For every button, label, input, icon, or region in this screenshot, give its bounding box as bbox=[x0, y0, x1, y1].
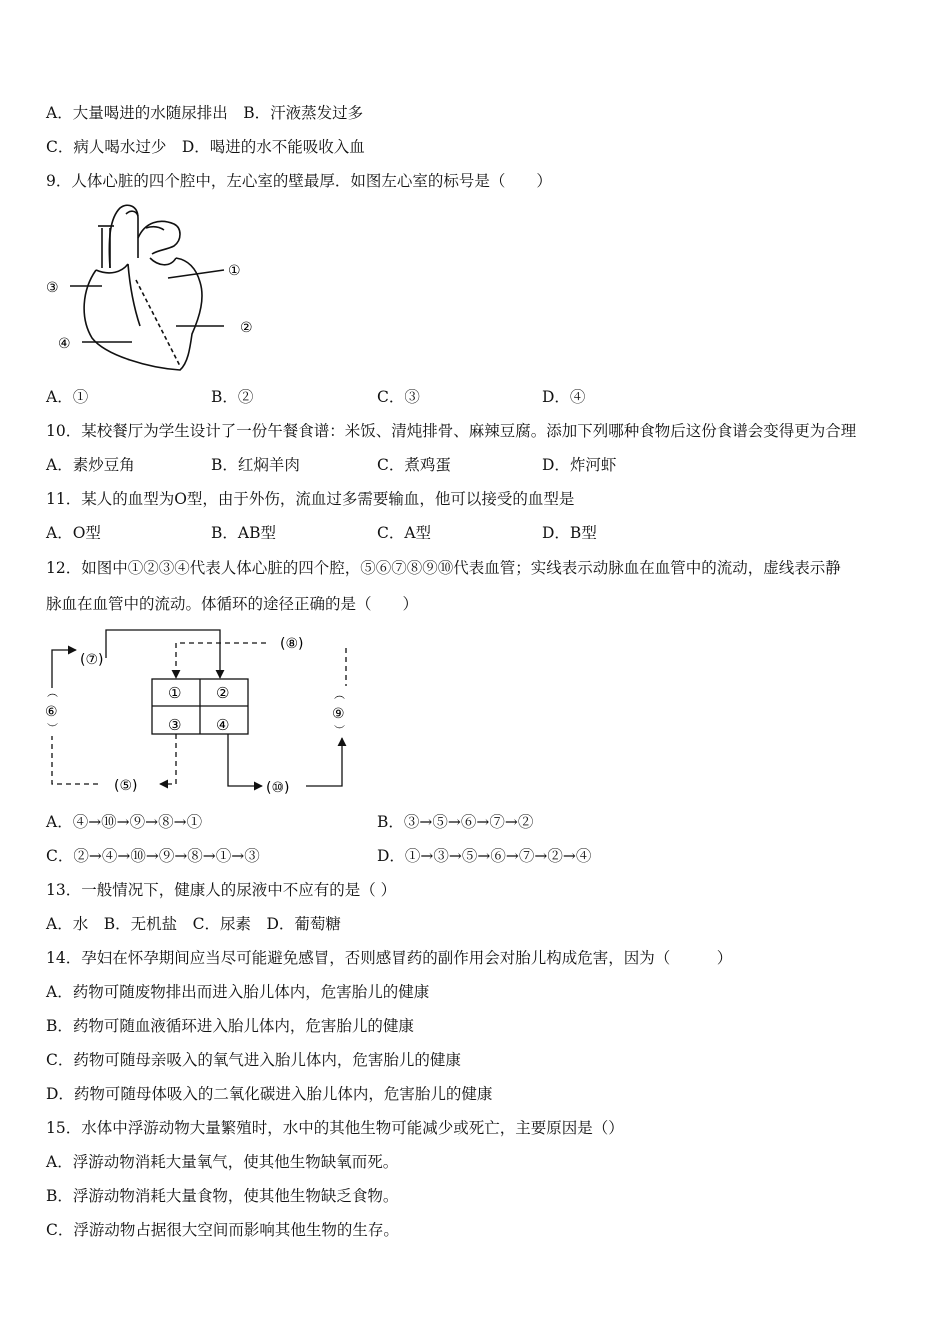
chamber-label-2: ② bbox=[216, 684, 230, 702]
circulation-diagram bbox=[40, 626, 370, 802]
q9-stem: 9．人体心脏的四个腔中，左心室的壁最厚．如图左心室的标号是（ ） bbox=[46, 172, 552, 190]
q10-option-d[interactable]: D．炸河虾 bbox=[542, 456, 617, 474]
vessel-label-8: (⑧) bbox=[280, 636, 304, 652]
vessel-6-paren-bottom: ︶ bbox=[47, 722, 58, 735]
q13-stem: 13．一般情况下，健康人的尿液中不应有的是（ ） bbox=[46, 881, 397, 899]
q8-options-line1: A．大量喝进的水随尿排出 B．汗液蒸发过多 bbox=[46, 104, 364, 122]
vessel-label-6: ⑥ bbox=[45, 704, 58, 720]
q12-option-d[interactable]: D．①→③→⑤→⑥→⑦→②→④ bbox=[377, 847, 592, 865]
q12-option-a[interactable]: A．④→⑩→⑨→⑧→① bbox=[46, 813, 203, 831]
q9-option-c[interactable]: C．③ bbox=[377, 388, 420, 406]
q10-option-a[interactable]: A．素炒豆角 bbox=[46, 456, 135, 474]
heart-label-4: ④ bbox=[58, 336, 71, 352]
vessel-label-5: (⑤) bbox=[114, 778, 138, 794]
q9-option-b[interactable]: B．② bbox=[211, 388, 254, 406]
q12-stem-line1: 12．如图中①②③④代表人体心脏的四个腔，⑤⑥⑦⑧⑨⑩代表血管；实线表示动脉血在血管中的流动，虚线表示静 bbox=[46, 559, 841, 577]
q15-option-a[interactable]: A．浮游动物消耗大量氧气，使其他生物缺氧而死。 bbox=[46, 1153, 399, 1171]
heart-label-3: ③ bbox=[46, 280, 59, 296]
q11-option-d[interactable]: D．B型 bbox=[542, 524, 597, 542]
chamber-label-1: ① bbox=[168, 684, 182, 702]
q12-option-c[interactable]: C．②→④→⑩→⑨→⑧→①→③ bbox=[46, 847, 260, 865]
q12-option-b[interactable]: B．③→⑤→⑥→⑦→② bbox=[377, 813, 534, 831]
vessel-label-7: (⑦) bbox=[80, 652, 104, 668]
vessel-label-10: (⑩) bbox=[266, 780, 290, 796]
q10-option-b[interactable]: B．红焖羊肉 bbox=[211, 456, 300, 474]
q11-option-b[interactable]: B．AB型 bbox=[211, 524, 276, 542]
q15-stem: 15．水体中浮游动物大量繁殖时，水中的其他生物可能减少或死亡，主要原因是（） bbox=[46, 1119, 624, 1137]
q9-option-a[interactable]: A．① bbox=[46, 388, 89, 406]
q14-option-b[interactable]: B．药物可随血液循环进入胎儿体内，危害胎儿的健康 bbox=[46, 1017, 414, 1035]
q14-option-a[interactable]: A．药物可随废物排出而进入胎儿体内，危害胎儿的健康 bbox=[46, 983, 430, 1001]
q15-option-b[interactable]: B．浮游动物消耗大量食物，使其他生物缺乏食物。 bbox=[46, 1187, 399, 1205]
q9-option-d[interactable]: D．④ bbox=[542, 388, 586, 406]
q14-option-c[interactable]: C．药物可随母亲吸入的氧气进入胎儿体内，危害胎儿的健康 bbox=[46, 1051, 461, 1069]
q11-option-c[interactable]: C．A型 bbox=[377, 524, 432, 542]
vessel-9-paren-top: ︵ bbox=[334, 688, 345, 701]
q12-stem-line2: 脉血在血管中的流动。体循环的途径正确的是（ ） bbox=[46, 595, 419, 613]
q11-option-a[interactable]: A．O型 bbox=[46, 524, 101, 542]
q13-options[interactable]: A．水 B．无机盐 C．尿素 D．葡萄糖 bbox=[46, 915, 341, 933]
q8-options-line2: C．病人喝水过少 D．喝进的水不能吸收入血 bbox=[46, 138, 365, 156]
chamber-label-4: ④ bbox=[216, 716, 230, 734]
chamber-label-3: ③ bbox=[168, 716, 182, 734]
heart-outline bbox=[84, 258, 202, 370]
q14-stem: 14．孕妇在怀孕期间应当尽可能避免感冒，否则感冒药的副作用会对胎儿构成危害，因为（ ） bbox=[46, 949, 733, 967]
aorta-arch bbox=[109, 205, 138, 268]
heart-label-1: ① bbox=[228, 263, 241, 279]
vessel-6-paren-top: ︵ bbox=[47, 686, 58, 699]
q11-stem: 11．某人的血型为O型，由于外伤，流血过多需要输血，他可以接受的血型是 bbox=[46, 490, 575, 508]
q15-option-c[interactable]: C．浮游动物占据很大空间而影响其他生物的生存。 bbox=[46, 1221, 399, 1239]
vessel-9-paren-bottom: ︶ bbox=[334, 724, 345, 737]
q10-option-c[interactable]: C．煮鸡蛋 bbox=[377, 456, 451, 474]
pulmonary-trunk bbox=[138, 221, 180, 254]
heart-label-2: ② bbox=[240, 320, 253, 336]
q10-stem: 10．某校餐厅为学生设计了一份午餐食谱：米饭、清炖排骨、麻辣豆腐。添加下列哪种食物后这份食谱会变得更为合理 bbox=[46, 422, 857, 440]
q14-option-d[interactable]: D．药物可随母体吸入的二氧化碳进入胎儿体内，危害胎儿的健康 bbox=[46, 1085, 493, 1103]
vessel-label-9: ⑨ bbox=[332, 706, 345, 722]
heart-diagram bbox=[40, 198, 270, 378]
